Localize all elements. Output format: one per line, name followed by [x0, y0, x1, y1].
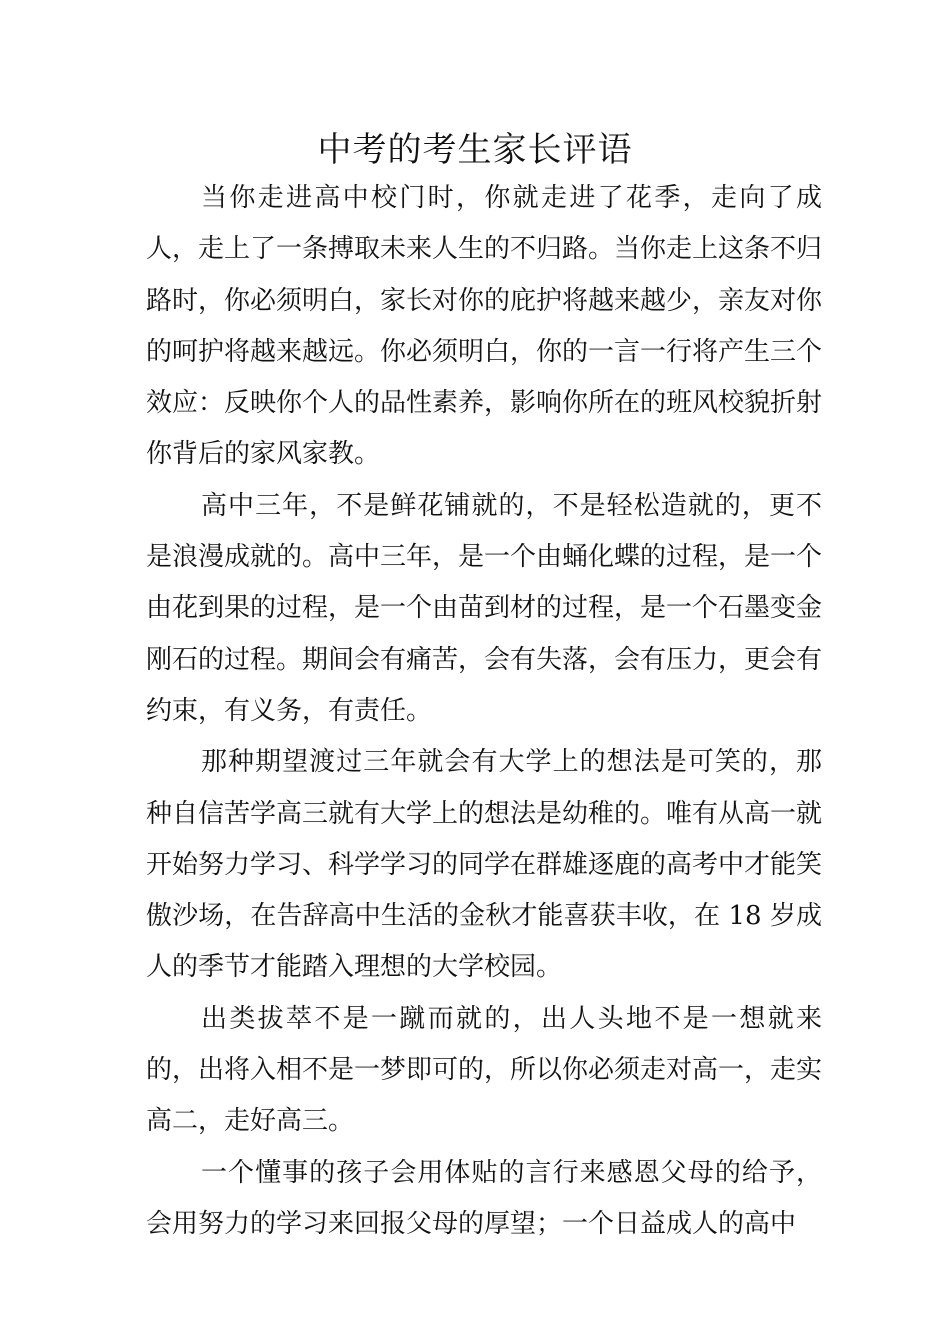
document-title: 中考的考生家长评语: [317, 130, 633, 170]
paragraph: 那种期望渡过三年就会有大学上的想法是可笑的，那种自信苦学高三就有大学上的想法是幼稚的。唯有从高一就开始努力学习、科学学习的同学在群雄逐鹿的高考中才能笑傲沙场，在告辞高中生活的金秋才能喜获丰收，在 18 岁成人的季节才能踏入理想的大学校园。: [146, 747, 823, 983]
paragraph: 出类拔萃不是一蹴而就的，出人头地不是一想就来的，出将入相不是一梦即可的，所以你必须走对高一，走实高二，走好高三。: [146, 1003, 823, 1137]
document-body: [146, 173, 822, 1250]
paragraph: 当你走进高中校门时，你就走进了花季，走向了成人，走上了一条搏取未来人生的不归路。当你走上这条不归路时，你必须明白，家长对你的庇护将越来越少，亲友对你的呵护将越来越远。你必须明白，你的一言一行将产生三个效应：反映你个人的品性素养，影响你所在的班风校貌折射你背后的家风家教。: [146, 183, 823, 470]
paragraph: 一个懂事的孩子会用体贴的言行来感恩父母的给予，会用努力的学习来回报父母的厚望；一个日益成人的高中: [146, 1157, 822, 1239]
paragraph: 高中三年，不是鲜花铺就的，不是轻松造就的，更不是浪漫成就的。高中三年，是一个由蛹化蝶的过程，是一个由花到果的过程，是一个由苗到材的过程，是一个石墨变金刚石的过程。期间会有痛苦，会有失落，会有压力，更会有约束，有义务，有责任。: [146, 490, 823, 726]
